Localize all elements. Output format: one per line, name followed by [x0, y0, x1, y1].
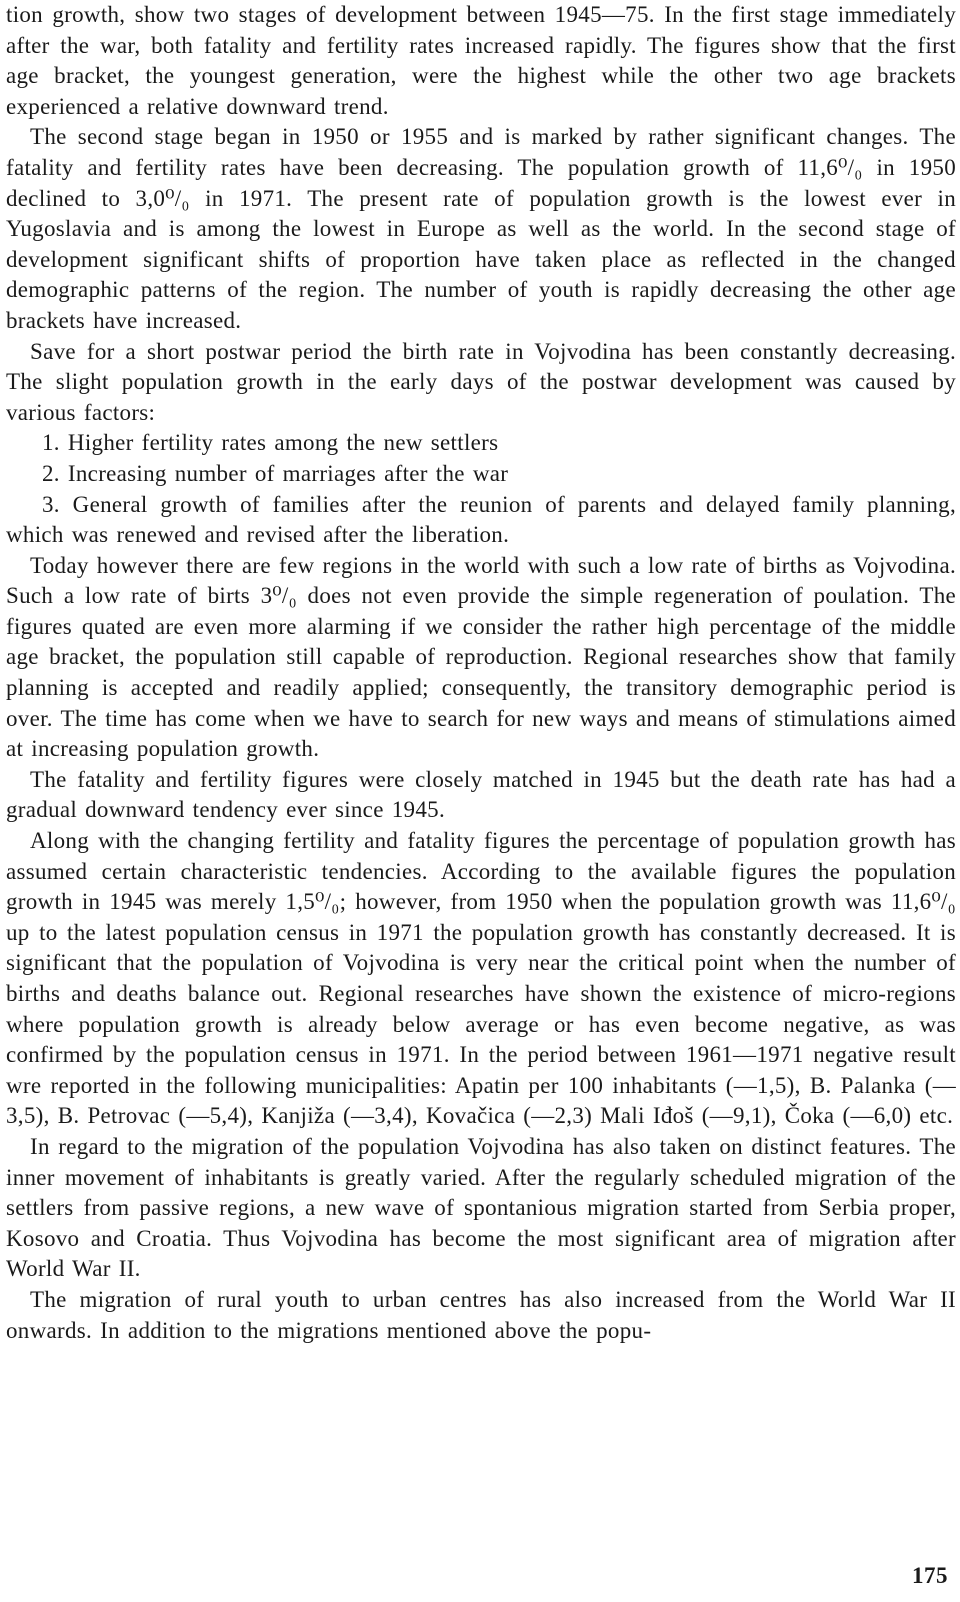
list-text: General growth of families after the reunion of parents and delayed family planning, which was renewed and revised after the liberation. — [6, 491, 956, 548]
paragraph-fatality-fertility: The fatality and fertility figures were closely matched in 1945 but the death rate has had a gradual downward tendency ever since 1945. — [6, 766, 956, 823]
list-number: 3. — [42, 491, 60, 517]
factors-list — [6, 428, 956, 550]
list-item — [6, 428, 956, 459]
paragraph-stages-intro: tion growth, show two stages of development between 1945—75. In the first stage immediately after the war, both fatality and fertility rates increased rapidly. The figures show that the first age bracket, the youngest generation, were the highest while the other two age brackets experienced a relative downward trend. — [6, 2, 956, 119]
list-text: Higher fertility rates among the new settlers — [67, 430, 499, 456]
document-page — [6, 0, 956, 1346]
list-number: 1. — [42, 430, 60, 456]
list-item — [6, 490, 956, 551]
page-number: 175 — [912, 1563, 948, 1588]
paragraph-birth-rate: Save for a short postwar period the birth rate in Vojvodina has been constantly decreasing. The slight population growth in the early days of the postwar development was caused by various factors: — [6, 338, 956, 425]
paragraph-rural-youth: The migration of rural youth to urban centres has also increased from the World War II onwards. In addition to the migrations mentioned above the popu- — [6, 1286, 956, 1343]
paragraph-population-growth: Along with the changing fertility and fatality figures the percentage of population growth has assumed certain characteristic tendencies. According to the available figures the population growth in 1945 was merely 1,5⁰/₀; however, from 1950 when the population growth was 11,6⁰/₀ up to the latest population census in 1971 the population growth has constantly decreased. It is significant that the population of Vojvodina is very near the critical point when the number of births and deaths balance out. Regional researches have shown the existence of micro-regions where population growth is already below average or has even become negative, as was confirmed by the population census in 1971. In the period between 1961—1971 negative result wre reported in the following municipalities: Apatin per 100 inhabitants (—1,5), B. Palanka (—3,5), B. Petrovac (—5,4), Kanjiža (—3,4), Kovačica (—2,3) Mali Iđoš (—9,1), Čoka (—6,0) etc. — [6, 828, 956, 1129]
paragraph-migration: In regard to the migration of the population Vojvodina has also taken on distinct features. The inner movement of inhabitants is greatly varied. After the regularly scheduled migration of the settlers from passive regions, a new wave of spontanious migration started from Serbia proper, Kosovo and Croatia. Thus Vojvodina has become the most significant area of migration after World War II. — [6, 1133, 956, 1282]
list-item — [6, 459, 956, 490]
list-number: 2. — [42, 460, 60, 486]
list-text: Increasing number of marriages after the war — [67, 460, 509, 486]
paragraph-second-stage: The second stage began in 1950 or 1955 and is marked by rather significant changes. The fatality and fertility rates have been decreasing. The population growth of 11,6⁰/₀ in 1950 declined to 3,0⁰/₀ in 1971. The present rate of population growth is the lowest ever in Yugoslavia and is among the lowest in Europe as well as the world. In the second stage of development significant shifts of proportion have taken place as reflected in the changed demographic patterns of the region. The number of youth is rapidly decreasing the other age brackets have increased. — [6, 124, 956, 333]
paragraph-low-birth-rate: Today however there are few regions in the world with such a low rate of births as Vojvodina. Such a low rate of birts 3⁰/₀ does not even provide the simple regeneration of poulation. The figures quated are even more alarming if we consider the rather high percentage of the middle age bracket, the population still capable of reproduction. Regional researches show that family planning is accepted and readily applied; consequently, the transitory demographic period is over. The time has come when we have to search for new ways and means of stimulations aimed at increasing population growth. — [6, 552, 956, 762]
